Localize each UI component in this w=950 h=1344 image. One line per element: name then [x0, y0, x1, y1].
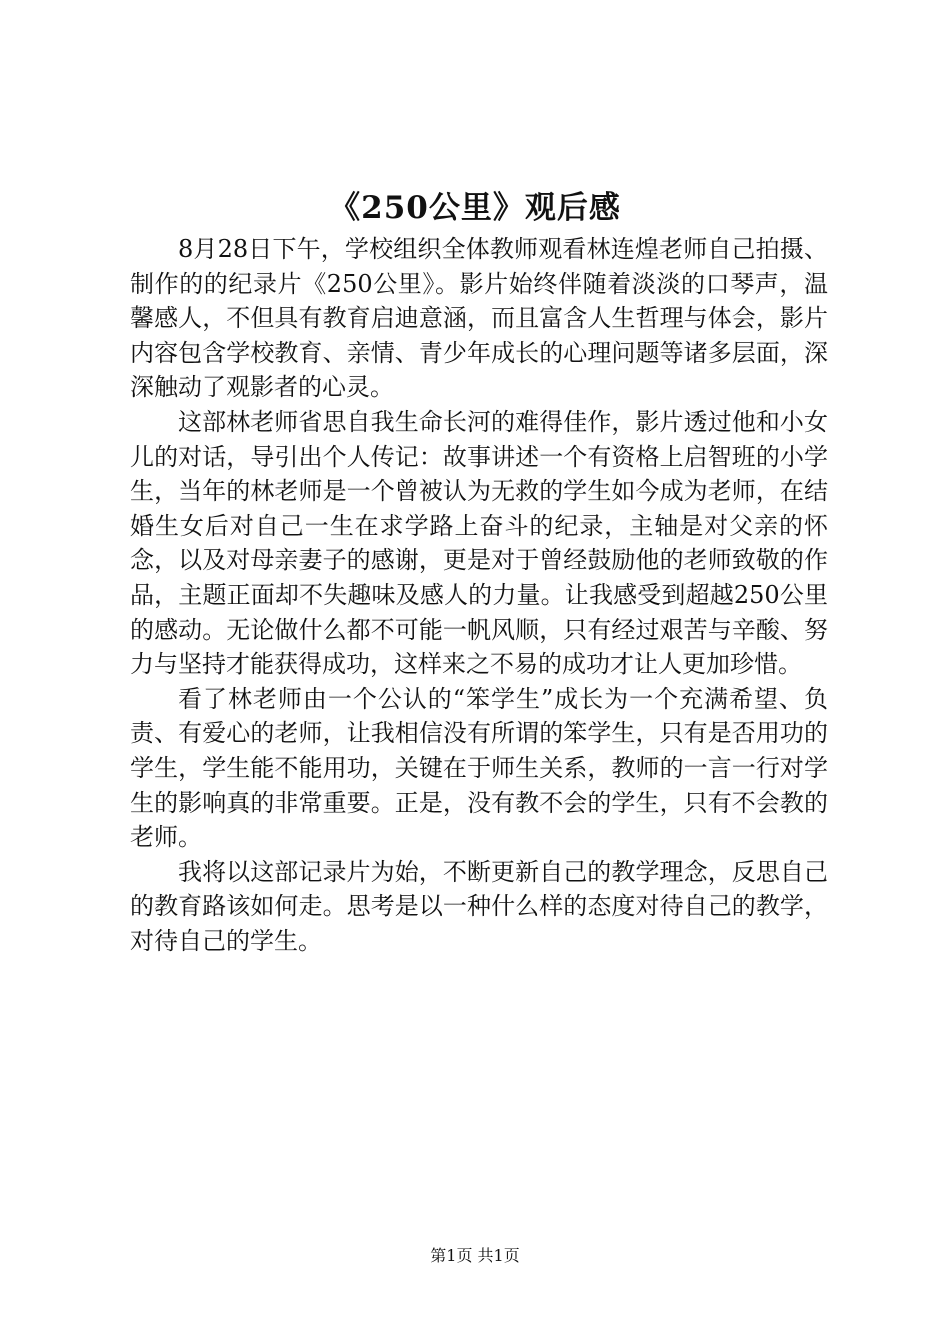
paragraph-1: 8月28日下午，学校组织全体教师观看林连煌老师自己拍摄、制作的的纪录片《250公里》。影片始终伴随着淡淡的口琴声，温馨感人，不但具有教育启迪意涵，而且富含人生哲理与体会，影片内容包含学校教育、亲情、青少年成长的心理问题等诸多层面，深深触动了观影者的心灵。	[130, 235, 828, 402]
paragraph-3: 看了林老师由一个公认的“笨学生”成长为一个充满希望、负责、有爱心的老师，让我相信没有所谓的笨学生，只有是否用功的学生，学生能不能用功，关键在于师生关系，教师的一言一行对学生的影响真的非常重要。正是，没有教不会的学生，只有不会教的老师。	[130, 684, 828, 852]
document-title: 《250公里》观后感	[329, 190, 621, 226]
page-footer: 第1页 共1页	[430, 1246, 520, 1265]
paragraph-4: 我将以这部记录片为始，不断更新自己的教学理念，反思自己的教育路该如何走。思考是以一种什么样的态度对待自己的教学，对待自己的学生。	[130, 857, 828, 955]
document-body	[130, 232, 828, 958]
paragraph-2: 这部林老师省思自我生命长河的难得佳作，影片透过他和小女儿的对话，导引出个人传记：故事讲述一个有资格上启智班的小学生，当年的林老师是一个曾被认为无救的学生如今成为老师，在结婚生女后对自己一生在求学路上奋斗的纪录，主轴是对父亲的怀念，以及对母亲妻子的感谢，更是对于曾经鼓励他的老师致敬的作品，主题正面却不失趣味及感人的力量。让我感受到超越250公里的感动。无论做什么都不可能一帆风顺，只有经过艰苦与辛酸、努力与坚持才能获得成功，这样来之不易的成功才让人更加珍惜。	[130, 407, 828, 679]
